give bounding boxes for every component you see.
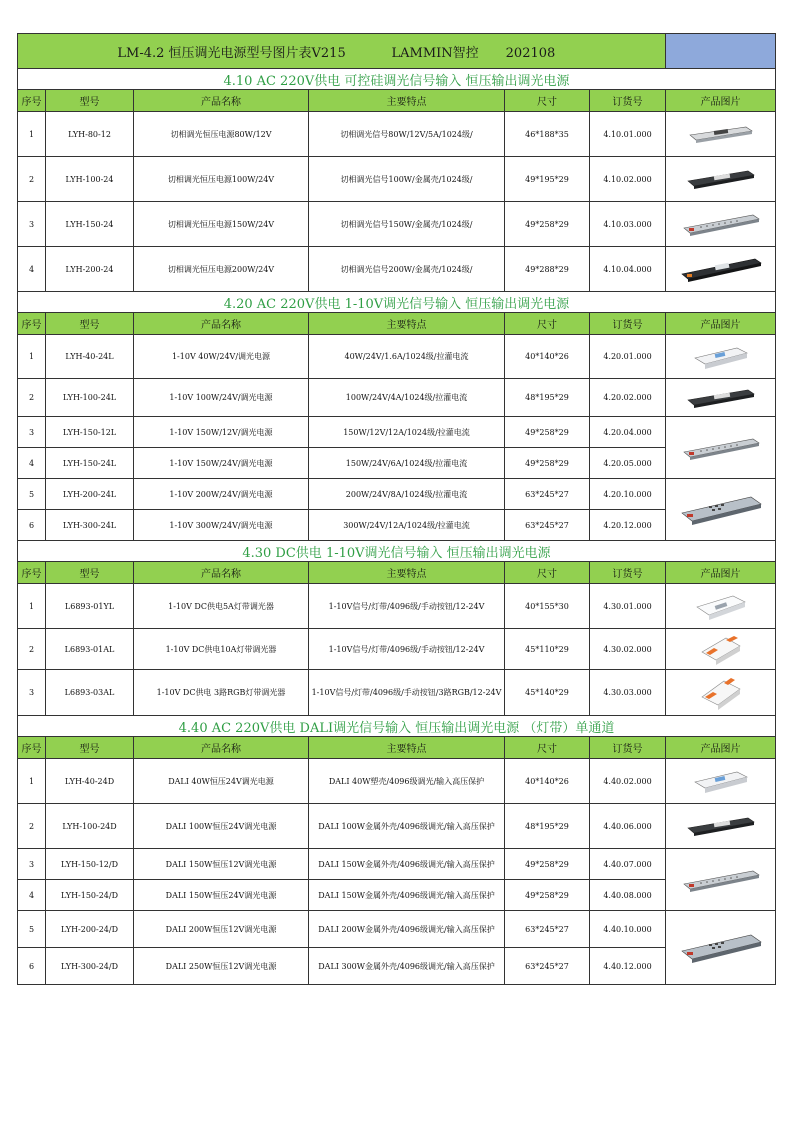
row-number: 3 <box>18 417 46 448</box>
size-cell: 48*195*29 <box>505 804 590 849</box>
size-cell: 49*258*29 <box>505 202 590 247</box>
size-cell: 63*245*27 <box>505 948 590 985</box>
feature-cell: DALI 300W金属外壳/4096级调光/输入高压保护 <box>309 948 505 985</box>
feature-cell: DALI 40W塑壳/4096级调光/输入高压保护 <box>309 759 505 804</box>
product-name-cell: 1-10V 150W/24V/调光电源 <box>134 448 309 479</box>
size-cell: 49*288*29 <box>505 247 590 292</box>
model-cell: L6893-01YL <box>46 584 134 629</box>
power-supply-image <box>666 386 775 410</box>
size-cell: 48*195*29 <box>505 379 590 417</box>
model-cell: LYH-150-24/D <box>46 880 134 911</box>
table-row <box>18 112 776 157</box>
power-supply-image <box>666 211 775 237</box>
feature-cell: 40W/24V/1.6A/1024级/拉灌电流 <box>309 335 505 379</box>
product-name-cell: 切相调光恒压电源150W/24V <box>134 202 309 247</box>
order-number-cell: 4.10.02.000 <box>590 157 666 202</box>
feature-cell: 切相调光信号80W/12V/5A/1024级/ <box>309 112 505 157</box>
size-cell: 63*245*27 <box>505 510 590 541</box>
model-cell: LYH-100-24 <box>46 157 134 202</box>
sheet-title: LM-4.2 恒压调光电源型号图片表V215 <box>117 45 346 61</box>
product-name-cell: DALI 250W恒压12V调光电源 <box>134 948 309 985</box>
row-number: 3 <box>18 670 46 716</box>
table-row <box>18 911 776 948</box>
size-cell: 49*258*29 <box>505 448 590 479</box>
power-supply-image <box>666 123 775 145</box>
row-number: 1 <box>18 335 46 379</box>
order-number-cell: 4.30.02.000 <box>590 629 666 670</box>
size-cell: 40*140*26 <box>505 759 590 804</box>
model-cell: LYH-150-24L <box>46 448 134 479</box>
order-number-cell: 4.20.01.000 <box>590 335 666 379</box>
section-title: 4.10 AC 220V供电 可控硅调光信号输入 恒压输出调光电源 <box>18 69 776 90</box>
product-name-cell: DALI 150W恒压24V调光电源 <box>134 880 309 911</box>
product-name-cell: 切相调光恒压电源200W/24V <box>134 247 309 292</box>
product-name-cell: 切相调光恒压电源80W/12V <box>134 112 309 157</box>
table-row <box>18 448 776 479</box>
header-col-order: 订货号 <box>590 313 666 335</box>
power-supply-image <box>666 167 775 191</box>
product-image-cell <box>666 849 776 911</box>
header-col-feature: 主要特点 <box>309 562 505 584</box>
power-supply-image <box>666 591 775 621</box>
model-cell: LYH-200-24 <box>46 247 134 292</box>
table-row <box>18 759 776 804</box>
product-image-cell <box>666 670 776 716</box>
product-table <box>17 33 776 985</box>
row-number: 1 <box>18 584 46 629</box>
row-number: 2 <box>18 804 46 849</box>
column-header-row <box>18 90 776 112</box>
table-row <box>18 510 776 541</box>
header-col-model: 型号 <box>46 313 134 335</box>
row-number: 5 <box>18 911 46 948</box>
power-supply-image <box>666 867 775 893</box>
product-image-cell <box>666 157 776 202</box>
header-col-image: 产品图片 <box>666 562 776 584</box>
row-number: 3 <box>18 849 46 880</box>
header-col-feature: 主要特点 <box>309 313 505 335</box>
table-row <box>18 584 776 629</box>
section-title-row <box>18 716 776 737</box>
feature-cell: 1-10V信号/灯带/4096级/手动按钮/12-24V <box>309 629 505 670</box>
size-cell: 45*140*29 <box>505 670 590 716</box>
model-cell: L6893-01AL <box>46 629 134 670</box>
order-number-cell: 4.30.03.000 <box>590 670 666 716</box>
header-col-no: 序号 <box>18 737 46 759</box>
section-title-row <box>18 292 776 313</box>
product-image-cell <box>666 759 776 804</box>
model-cell: LYH-200-24L <box>46 479 134 510</box>
model-cell: LYH-200-24/D <box>46 911 134 948</box>
header-col-name: 产品名称 <box>134 737 309 759</box>
feature-cell: DALI 150W金属外壳/4096级调光/输入高压保护 <box>309 880 505 911</box>
power-supply-image <box>666 814 775 838</box>
header-col-size: 尺寸 <box>505 737 590 759</box>
title-cell <box>18 34 666 69</box>
title-blue-cell <box>666 34 776 69</box>
row-number: 2 <box>18 157 46 202</box>
header-col-image: 产品图片 <box>666 313 776 335</box>
order-number-cell: 4.20.04.000 <box>590 417 666 448</box>
feature-cell: 切相调光信号200W/金属壳/1024级/ <box>309 247 505 292</box>
feature-cell: 切相调光信号100W/金属壳/1024级/ <box>309 157 505 202</box>
order-number-cell: 4.40.02.000 <box>590 759 666 804</box>
feature-cell: DALI 150W金属外壳/4096级调光/输入高压保护 <box>309 849 505 880</box>
column-header-row <box>18 313 776 335</box>
power-supply-image <box>666 344 775 370</box>
product-name-cell: 1-10V DC供电 3路RGB灯带调光器 <box>134 670 309 716</box>
size-cell: 63*245*27 <box>505 479 590 510</box>
table-row <box>18 417 776 448</box>
feature-cell: DALI 200W金属外壳/4096级调光/输入高压保护 <box>309 911 505 948</box>
product-name-cell: DALI 40W恒压24V调光电源 <box>134 759 309 804</box>
header-col-feature: 主要特点 <box>309 737 505 759</box>
table-row <box>18 157 776 202</box>
row-number: 2 <box>18 379 46 417</box>
power-supply-image <box>666 632 775 666</box>
row-number: 6 <box>18 948 46 985</box>
header-col-model: 型号 <box>46 90 134 112</box>
order-number-cell: 4.20.12.000 <box>590 510 666 541</box>
header-col-order: 订货号 <box>590 90 666 112</box>
product-name-cell: DALI 100W恒压24V调光电源 <box>134 804 309 849</box>
product-name-cell: DALI 150W恒压12V调光电源 <box>134 849 309 880</box>
header-col-order: 订货号 <box>590 737 666 759</box>
product-image-cell <box>666 247 776 292</box>
model-cell: LYH-80-12 <box>46 112 134 157</box>
row-number: 1 <box>18 112 46 157</box>
order-number-cell: 4.40.12.000 <box>590 948 666 985</box>
size-cell: 46*188*35 <box>505 112 590 157</box>
product-name-cell: 1-10V 100W/24V/调光电源 <box>134 379 309 417</box>
product-image-cell <box>666 629 776 670</box>
row-number: 6 <box>18 510 46 541</box>
header-col-no: 序号 <box>18 313 46 335</box>
product-image-cell <box>666 335 776 379</box>
model-cell: LYH-40-24L <box>46 335 134 379</box>
product-image-cell <box>666 112 776 157</box>
feature-cell: 100W/24V/4A/1024级/拉灌电流 <box>309 379 505 417</box>
table-row <box>18 880 776 911</box>
size-cell: 40*155*30 <box>505 584 590 629</box>
section-title-row <box>18 69 776 90</box>
order-number-cell: 4.40.07.000 <box>590 849 666 880</box>
header-col-order: 订货号 <box>590 562 666 584</box>
header-col-name: 产品名称 <box>134 90 309 112</box>
table-row <box>18 629 776 670</box>
table-row <box>18 670 776 716</box>
model-cell: LYH-300-24L <box>46 510 134 541</box>
power-supply-image <box>666 493 775 527</box>
product-image-cell <box>666 417 776 479</box>
order-number-cell: 4.40.08.000 <box>590 880 666 911</box>
order-number-cell: 4.10.03.000 <box>590 202 666 247</box>
feature-cell: 150W/12V/12A/1024级/拉灌电流 <box>309 417 505 448</box>
product-name-cell: 1-10V DC供电10A灯带调光器 <box>134 629 309 670</box>
product-image-cell <box>666 584 776 629</box>
power-supply-image <box>666 768 775 794</box>
row-number: 4 <box>18 448 46 479</box>
feature-cell: 1-10V信号/灯带/4096级/手动按钮/3路RGB/12-24V <box>309 670 505 716</box>
row-number: 4 <box>18 880 46 911</box>
order-number-cell: 4.30.01.000 <box>590 584 666 629</box>
header-col-feature: 主要特点 <box>309 90 505 112</box>
feature-cell: 300W/24V/12A/1024级/拉灌电流 <box>309 510 505 541</box>
section-title: 4.20 AC 220V供电 1-10V调光信号输入 恒压输出调光电源 <box>18 292 776 313</box>
feature-cell: 切相调光信号150W/金属壳/1024级/ <box>309 202 505 247</box>
header-col-model: 型号 <box>46 737 134 759</box>
order-number-cell: 4.10.01.000 <box>590 112 666 157</box>
product-image-cell <box>666 911 776 985</box>
header-col-no: 序号 <box>18 90 46 112</box>
header-col-size: 尺寸 <box>505 90 590 112</box>
row-number: 4 <box>18 247 46 292</box>
model-cell: LYH-300-24/D <box>46 948 134 985</box>
size-cell: 40*140*26 <box>505 335 590 379</box>
power-supply-image <box>666 435 775 461</box>
model-cell: LYH-100-24D <box>46 804 134 849</box>
size-cell: 63*245*27 <box>505 911 590 948</box>
column-header-row <box>18 562 776 584</box>
product-name-cell: 1-10V 300W/24V/调光电源 <box>134 510 309 541</box>
size-cell: 49*258*29 <box>505 417 590 448</box>
order-number-cell: 4.20.05.000 <box>590 448 666 479</box>
sheet-date: 202108 <box>505 45 556 61</box>
title-row <box>18 34 776 69</box>
product-name-cell: 1-10V 40W/24V/调光电源 <box>134 335 309 379</box>
header-col-image: 产品图片 <box>666 90 776 112</box>
header-col-size: 尺寸 <box>505 313 590 335</box>
brand-name: LAMMIN智控 <box>391 45 479 61</box>
table-row <box>18 202 776 247</box>
model-cell: L6893-03AL <box>46 670 134 716</box>
header-col-image: 产品图片 <box>666 737 776 759</box>
section-title: 4.40 AC 220V供电 DALI调光信号输入 恒压输出调光电源 （灯带）单通道 <box>18 716 776 737</box>
power-supply-image <box>666 675 775 711</box>
size-cell: 49*258*29 <box>505 880 590 911</box>
size-cell: 49*195*29 <box>505 157 590 202</box>
order-number-cell: 4.40.06.000 <box>590 804 666 849</box>
product-sheet <box>17 33 775 985</box>
header-col-model: 型号 <box>46 562 134 584</box>
row-number: 3 <box>18 202 46 247</box>
model-cell: LYH-150-12L <box>46 417 134 448</box>
power-supply-image <box>666 931 775 965</box>
model-cell: LYH-150-24 <box>46 202 134 247</box>
product-image-cell <box>666 379 776 417</box>
header-col-name: 产品名称 <box>134 313 309 335</box>
header-col-size: 尺寸 <box>505 562 590 584</box>
column-header-row <box>18 737 776 759</box>
order-number-cell: 4.20.10.000 <box>590 479 666 510</box>
product-name-cell: 1-10V 150W/12V/调光电源 <box>134 417 309 448</box>
table-row <box>18 379 776 417</box>
product-image-cell <box>666 479 776 541</box>
product-name-cell: 1-10V DC供电5A灯带调光器 <box>134 584 309 629</box>
section-title: 4.30 DC供电 1-10V调光信号输入 恒压输出调光电源 <box>18 541 776 562</box>
model-cell: LYH-150-12/D <box>46 849 134 880</box>
feature-cell: 1-10V信号/灯带/4096级/手动按钮/12-24V <box>309 584 505 629</box>
table-row <box>18 335 776 379</box>
model-cell: LYH-40-24D <box>46 759 134 804</box>
product-name-cell: 1-10V 200W/24V/调光电源 <box>134 479 309 510</box>
size-cell: 45*110*29 <box>505 629 590 670</box>
product-name-cell: DALI 200W恒压12V调光电源 <box>134 911 309 948</box>
table-row <box>18 948 776 985</box>
size-cell: 49*258*29 <box>505 849 590 880</box>
feature-cell: DALI 100W金属外壳/4096级调光/输入高压保护 <box>309 804 505 849</box>
table-row <box>18 849 776 880</box>
header-col-name: 产品名称 <box>134 562 309 584</box>
model-cell: LYH-100-24L <box>46 379 134 417</box>
row-number: 1 <box>18 759 46 804</box>
order-number-cell: 4.40.10.000 <box>590 911 666 948</box>
section-title-row <box>18 541 776 562</box>
feature-cell: 200W/24V/8A/1024级/拉灌电流 <box>309 479 505 510</box>
header-col-no: 序号 <box>18 562 46 584</box>
order-number-cell: 4.20.02.000 <box>590 379 666 417</box>
table-row <box>18 247 776 292</box>
table-row <box>18 479 776 510</box>
order-number-cell: 4.10.04.000 <box>590 247 666 292</box>
product-name-cell: 切相调光恒压电源100W/24V <box>134 157 309 202</box>
feature-cell: 150W/24V/6A/1024级/拉灌电流 <box>309 448 505 479</box>
power-supply-image <box>666 255 775 283</box>
table-row <box>18 804 776 849</box>
row-number: 5 <box>18 479 46 510</box>
row-number: 2 <box>18 629 46 670</box>
product-image-cell <box>666 804 776 849</box>
product-image-cell <box>666 202 776 247</box>
